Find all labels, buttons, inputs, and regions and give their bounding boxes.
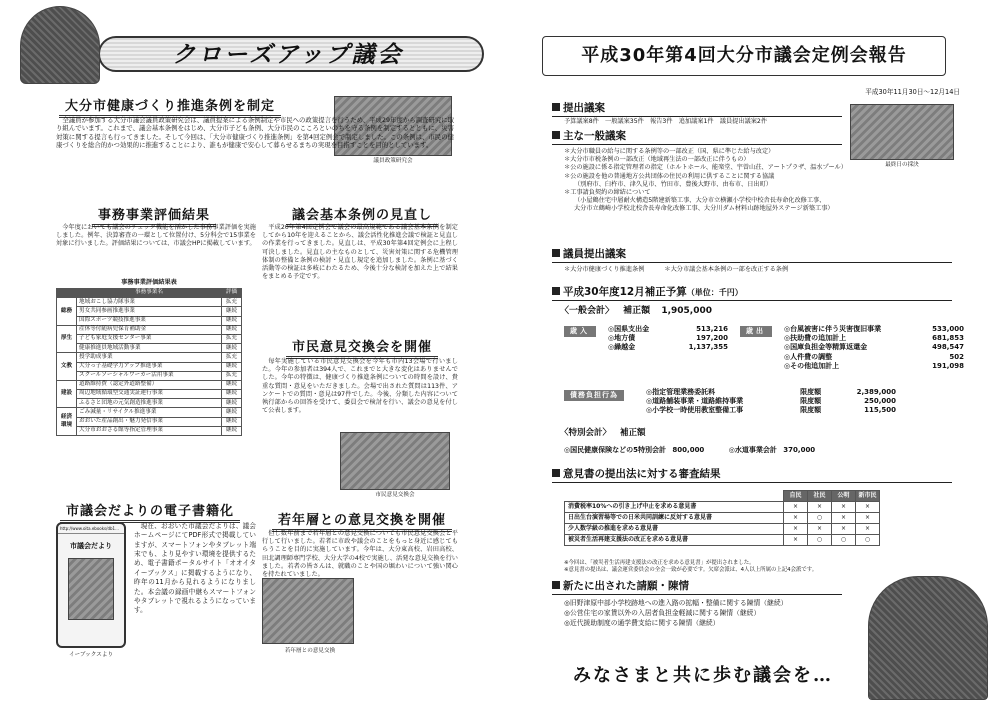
- opinion-title: 被災者生活再建支援法の改正を求める意見書: [565, 535, 784, 546]
- opinion-mark: ○: [808, 513, 832, 524]
- expense-row: [784, 353, 964, 362]
- evaluation-result: 継続: [222, 362, 242, 371]
- evaluation-project-name: 産休等付随病児保育補助金: [77, 325, 222, 334]
- revenue-item: ◎繰越金: [608, 343, 636, 352]
- evaluation-project-name: おおいた産品創出・魅力発信事業: [77, 417, 222, 426]
- table-row: [565, 502, 880, 513]
- youth-meeting-title: 若年層との意見交換を開催: [262, 512, 462, 529]
- debt-item: 限度額: [800, 388, 822, 396]
- opinion-mark: ○: [856, 535, 880, 546]
- petitions-heading: 新たに出された請願・陳情: [552, 580, 842, 595]
- table-row: [57, 390, 242, 399]
- ordinance-body: 全議員が参加する大分市議会議員政策研究会は、議員提案による条例制定や市民への政策提言を行うため、平成29年度から調査研究に取り組んでいます。これまで、議会基本条例をはじめ、大分市子ども条例、大分市民のこころといのちを守る条例を制定するとともに、災害対策に関する提言も行ってきました。そして今回は、「大分市健康づくり推進条例」を第4回定例会で制定しました。この条例は、市民の健康づくりを総合的かつ効果的に推進することにより、誰もが健康で安心して暮らせるまちの実現を目指すことを目的としています。: [56, 116, 454, 150]
- opinions-notes: [564, 560, 954, 574]
- table-row: [57, 334, 242, 343]
- evaluation-result: 継続: [222, 390, 242, 399]
- youth-meeting-body: 但し数年前まで若年層との意見交換についても市民意見交換会と平行して行いました。若者に市政や議会のことをもっと身近に感じてもらうことを目的に実施しています。今年は、大分東高校、岩田高校、田北調理師専門学校、大分大学の4校で実施し、活発な意見交換を行いました。若者の皆さんは、就職のことや国の堀わいについて強い関心を持たれていました。: [262, 530, 458, 578]
- debt-label: 債務負担行為: [564, 390, 624, 401]
- opinion-mark: ×: [784, 513, 808, 524]
- evaluation-result: 継続: [222, 399, 242, 408]
- debt-row: [646, 388, 896, 397]
- party-header: 自民: [784, 491, 808, 502]
- special-account-values: [564, 446, 954, 455]
- opinion-mark: ×: [784, 535, 808, 546]
- expense-item: ◎台風被害に伴う災害復旧事業: [784, 325, 882, 333]
- debt-row: [646, 406, 896, 415]
- main-bill-item: ＊公の施設を他の普通地方公共団体の住民の利用に供することに関する協議: [564, 172, 775, 180]
- petition-item: ◎公営住宅の家賃以外の入居者負担金軽減に関する陳情（継続）: [564, 609, 761, 618]
- debt-item: 限度額: [800, 397, 822, 406]
- budget-unit: （単位：千円）: [686, 288, 743, 297]
- expense-label: 歳出: [740, 326, 772, 337]
- evaluation-project-name: 授学助成事業: [77, 353, 222, 362]
- research-meeting-caption: 議員政策研究会: [373, 158, 413, 164]
- member-bills-heading: 議員提出議案: [552, 248, 952, 263]
- submitted-heading: 提出議案: [552, 102, 842, 117]
- evaluation-group-cell: 総務: [57, 298, 77, 326]
- table-row: [57, 344, 242, 353]
- revenue-value: 197,200: [696, 334, 728, 343]
- special-account-row: [560, 428, 860, 439]
- expense-row: [784, 362, 964, 371]
- ebook-phone-cover: [68, 558, 114, 620]
- opinion-mark: ○: [832, 535, 856, 546]
- main-bill-item: （小屋鶴住宅中層耐火構造5階建新築工事、大分市立横瀬小学校中校舎長寿命化改修工事、: [574, 197, 826, 205]
- evaluation-project-name: ふるさと団地の元気創造推進事業: [77, 399, 222, 408]
- main-bill-item: ＊大分市市税条例の一部改正（地域再生法の一部改正に伴うもの）: [564, 156, 750, 164]
- special-amount-label: 補正額: [619, 428, 646, 438]
- general-account-row: [560, 306, 860, 318]
- evaluation-group-cell: 厚生: [57, 325, 77, 353]
- table-row: [565, 513, 880, 524]
- evaluation-table: [56, 288, 242, 436]
- debt-item: 限度額: [800, 406, 822, 415]
- table-row: [57, 316, 242, 325]
- opinion-title: 少人数学級の推進を求める意見書: [565, 524, 784, 535]
- evaluation-body: 今年度においても議会のチェック機能を活かした事務事業評価を実施しました。例年、決算審査の一環として位置付け、5分科会で15事業を対象に行いました。評価結果については、市議会HPに掲載しています。: [56, 224, 256, 248]
- evaluation-group-cell: 経済環境: [57, 408, 77, 436]
- main-bills-heading: 主な一般議案: [552, 130, 842, 145]
- party-header: 新市民: [856, 491, 880, 502]
- table-row: [565, 535, 880, 546]
- debt-item: ◎小学校一時使用教室整備工事: [646, 406, 744, 415]
- special-account-label: 〈特別会計〉: [560, 428, 612, 438]
- general-amount-label: 補正額: [623, 306, 651, 316]
- youth-meeting-caption: 若年層との意見交換: [284, 648, 336, 654]
- evaluation-result: 拡充: [222, 298, 242, 307]
- basic-ordinance-title: 議会基本条例の見直し: [262, 207, 462, 224]
- right-page: [508, 0, 1000, 707]
- expense-value: 533,000: [932, 325, 964, 333]
- mayor-photo: [868, 576, 988, 700]
- evaluation-result: 継続: [222, 344, 242, 353]
- debt-value: 2,389,000: [856, 388, 896, 396]
- petition-item: ◎旧野津原中部小学校跡地への進入路の拡幅・整備に関する陳情（継続）: [564, 599, 788, 607]
- special-item-value: 800,000: [672, 446, 705, 454]
- citizen-meeting-body: 毎年実施している市民意見交換会を今年も市内13会場で行いました。今年の参加者は394人で、これまでと大きな変化はありませんでした。今年の特徴は、健康づくり推進条例についての時間を設け、貴重な質問・意見をいただきました。会場で出された質問は113件、アンケートでの質問・意見は97件でした。今後、分類した内容について執行部からの回答を受けて、委員会で検討を行い、議会の意見を付して公表します。: [262, 358, 458, 415]
- ebook-phone-title: 市議会だより: [70, 542, 112, 551]
- main-bill-item: ＊公の施設に係る指定管理者の指定（ホルトホール、能楽堂、宇曽山荘、アートプラザ、温水プール）: [564, 164, 847, 172]
- opinion-mark: ×: [856, 502, 880, 513]
- opinion-note: ※今回は、「被災者生活再建支援法の改正を求める意見書」が提出されました。: [564, 560, 755, 566]
- evaluation-result: 拡充: [222, 334, 242, 343]
- evaluation-project-name: 大分っ子基礎学力アップ推進事業: [77, 362, 222, 371]
- opinions-heading: 意見書の提出法に対する審査結果: [552, 468, 952, 483]
- opinion-mark: ×: [784, 524, 808, 535]
- opinion-mark: ×: [856, 513, 880, 524]
- member-bill-item: ＊大分市議会基本条例の一部を改正する条例: [664, 266, 789, 273]
- evaluation-result: 継続: [222, 408, 242, 417]
- expense-value: 502: [949, 352, 964, 361]
- revenue-label: 歳入: [564, 326, 596, 337]
- expense-row: [784, 343, 964, 352]
- submitted-text: 予算議案8件 一般議案35件 報告3件 追加議案1件 議員提出議案2件: [564, 118, 768, 125]
- table-row: [565, 524, 880, 535]
- special-item-name: ◎水道事業会計: [728, 446, 777, 454]
- opinion-title: 日出生台演習場等での日米共同訓練に反対する意見書: [565, 513, 784, 524]
- ordinance-title: 大分市健康づくり推進条例を制定: [20, 98, 320, 115]
- evaluation-project-name: 道路維持費（認定外道路整備）: [77, 380, 222, 389]
- party-header: 社民: [808, 491, 832, 502]
- ebook-title: 市議会だよりの電子書籍化: [40, 503, 260, 520]
- special-item-name: ◎国民健康保険などの5特別会計: [564, 446, 666, 454]
- revenue-item: ◎国県支出金: [608, 325, 650, 333]
- opinion-mark: ×: [856, 524, 880, 535]
- revenue-row: [608, 325, 728, 334]
- citizen-meeting-caption: 市民意見交換会: [375, 492, 415, 498]
- revenue-value: 1,137,355: [688, 343, 728, 352]
- table-row: [57, 408, 242, 417]
- basic-ordinance-body: 平成20年第4回定例会で議会の最高規範である議会基本条例を制定してから10年を迎えることから、議会活性化推進会議で検証と見直しの作業を行ってきました。見直しは、平成30年第4回定例会に上程し可決しました。見直しの主なものとして、災害対策に関する危機管理体制の整備と条例の検討・見直し規定を追加しました。条例に基づく活動等の検証は多岐にわたるため、今後十分な検討を加えた上で結果をまとめる予定です。: [262, 224, 458, 281]
- opinion-mark: ×: [808, 524, 832, 535]
- debt-value: 250,000: [864, 397, 896, 406]
- evaluation-table-title: 事務事業評価結果表: [121, 279, 177, 286]
- expense-item: ◎その他追加計上: [784, 361, 840, 370]
- evaluation-col-name: 事務事業名: [77, 289, 222, 298]
- table-row: [57, 371, 242, 380]
- evaluation-result: 拡充: [222, 371, 242, 380]
- evaluation-col-result: 評価: [222, 289, 242, 298]
- revenue-row: [608, 343, 728, 352]
- special-item-value: 370,000: [783, 446, 816, 454]
- evaluation-result: 継続: [222, 325, 242, 334]
- petitions-list: [564, 598, 854, 629]
- table-row: [57, 325, 242, 334]
- opinion-mark: ×: [784, 502, 808, 513]
- opinion-mark: ×: [832, 524, 856, 535]
- opinions-table: [564, 490, 880, 546]
- expense-value: 498,547: [932, 343, 964, 352]
- opinion-mark: ×: [832, 513, 856, 524]
- expense-value: 191,098: [932, 361, 964, 370]
- party-header: 公明: [832, 491, 856, 502]
- ebook-caption: イーブックスより: [68, 652, 114, 658]
- main-bill-item: ＊大分市職員の給与に関する条例等の一部改正（国、県に準じた給与改定）: [564, 148, 775, 155]
- evaluation-project-name: 男女共同参画推進事業: [77, 307, 222, 316]
- evaluation-group-cell: 建設: [57, 380, 77, 408]
- evaluation-result: 継続: [222, 380, 242, 389]
- opinion-mark: ×: [832, 502, 856, 513]
- youth-meeting-photo: [262, 578, 354, 644]
- expense-value: 681,853: [932, 334, 964, 343]
- table-row: [57, 417, 242, 426]
- evaluation-project-name: 子ども家庭支援センター事業: [77, 334, 222, 343]
- revenue-item: ◎地方債: [608, 334, 636, 343]
- table-row: [57, 353, 242, 362]
- table-row: [57, 298, 242, 307]
- general-account-label: 〈一般会計〉: [560, 306, 615, 316]
- opinion-title: 消費税率10%への引き上げ中止を求める意見書: [565, 502, 784, 513]
- slogan: みなさまと共に歩む議会を…: [573, 665, 833, 686]
- member-bills-list: [564, 266, 954, 274]
- evaluation-project-name: 国際スポーツ競技推進事業: [77, 316, 222, 325]
- debt-item: ◎道路舗装事業・道路維持事業: [646, 397, 744, 406]
- table-row: [57, 426, 242, 435]
- table-row: [57, 399, 242, 408]
- final-vote-caption: 最終日の採決: [885, 162, 919, 168]
- report-title: 平成30年第4回大分市議会定例会報告: [581, 45, 907, 66]
- evaluation-result: 継続: [222, 316, 242, 325]
- opinion-mark: ×: [808, 502, 832, 513]
- ebook-body: 現在、おおいた市議会だよりは、議会ホームページにてPDF形式で掲載していますが、スマートフォンやタブレット端末でも、より見やすい環境を提供するため、電子書籍ポータルサイト「オオイタ イーブックス」に掲載するようになり、昨年の11月から見れるようになりました。本会議の録画中継もスマートフォンやタブレットで視れるようになっています。: [134, 522, 256, 615]
- evaluation-result: 継続: [222, 426, 242, 435]
- citizen-meeting-photo: [340, 432, 450, 490]
- opinions-blank-header: [565, 491, 784, 502]
- evaluation-result: 継続: [222, 307, 242, 316]
- evaluation-title: 事務事業評価結果: [54, 207, 254, 224]
- debt-item: ◎指定管理業務委託料: [646, 388, 716, 396]
- evaluation-project-name: 大分市おおさる館等指定管理事業: [77, 426, 222, 435]
- expense-item: ◎扶助費の追加計上: [784, 334, 847, 343]
- expense-item: ◎国庫負担金等精算返還金: [784, 343, 868, 352]
- report-period: 平成30年11月30日～12月14日: [865, 88, 960, 96]
- revenue-table: [608, 325, 728, 353]
- main-bill-item: ＊工事請負契約の締結について: [564, 188, 651, 196]
- expense-table: [784, 325, 964, 371]
- evaluation-project-name: 周辺地域循環型交通実証運行事業: [77, 390, 222, 399]
- main-bill-item: （別府市、臼杵市、津久見市、竹田市、豊後大野市、由布市、日出町）: [574, 180, 772, 188]
- table-row: [57, 380, 242, 389]
- debt-value: 115,500: [864, 406, 896, 415]
- evaluation-group-cell: 文教: [57, 353, 77, 381]
- member-bill-item: ＊大分市健康づくり推進条例: [564, 266, 645, 273]
- budget-heading: 平成30年度12月補正予算（単位：千円）: [552, 286, 952, 301]
- ebook-phone: [56, 522, 126, 648]
- opinion-mark: ○: [808, 535, 832, 546]
- evaluation-col-group: [57, 289, 77, 298]
- table-row: [57, 307, 242, 316]
- evaluation-result: 継続: [222, 417, 242, 426]
- expense-row: [784, 325, 964, 334]
- main-bills-list: [564, 148, 954, 214]
- left-page: [0, 0, 492, 707]
- general-amount: 1,905,000: [661, 306, 712, 316]
- table-row: [57, 362, 242, 371]
- debt-table: [646, 388, 896, 416]
- chairman-photo: [20, 6, 100, 84]
- main-bill-item: 大分市立鶴崎小学校北校舎長寿命化改修工事、大分川ダム材料山跡地屋外ステージ新築工事）: [574, 205, 834, 213]
- opinion-note: ※意見書の提出は、議会運営委員会の全会一致が必要です。欠席会派は、4人以上所属の上記4会派です。: [564, 567, 818, 574]
- citizen-meeting-title: 市民意見交換会を開催: [262, 339, 462, 356]
- evaluation-result: 拡充: [222, 353, 242, 362]
- petition-item: ◎近代援助制度の通学費支給に関する陳情（継続）: [564, 619, 720, 628]
- expense-item: ◎人件費の調整: [784, 352, 833, 361]
- revenue-value: 513,216: [696, 325, 728, 333]
- banner-title: クローズアップ議会: [172, 42, 404, 68]
- evaluation-project-name: 健康推進員地域活動事業: [77, 344, 222, 353]
- ebook-phone-url: http://www.oita.ebooks/db1...: [58, 524, 124, 534]
- evaluation-project-name: ごみ減量・リサイクル推進事業: [77, 408, 222, 417]
- evaluation-project-name: 地域おこし協力隊事業: [77, 298, 222, 307]
- evaluation-project-name: スクールソーシャルワーカー活用事業: [77, 371, 222, 380]
